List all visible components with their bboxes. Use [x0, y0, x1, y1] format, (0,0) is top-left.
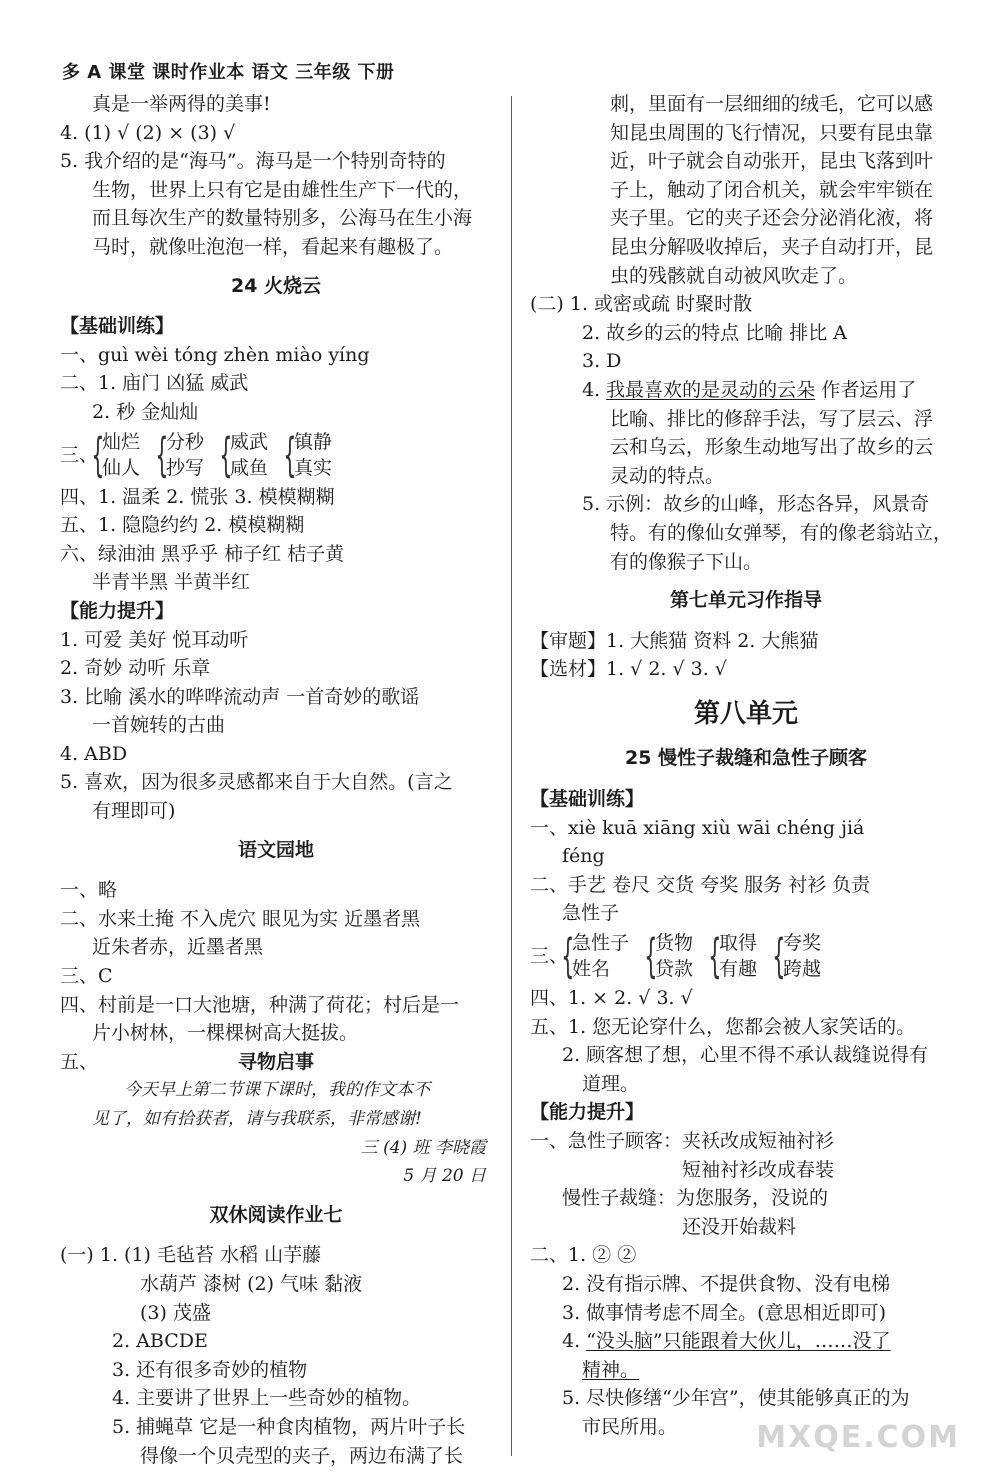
brace-icon: { — [155, 427, 169, 482]
word: 镇静 — [294, 430, 333, 453]
answer-line: 3. 做事情考虑不周全。(意思相近即可) — [562, 1301, 886, 1324]
section-heading: 【基础训练】 — [60, 315, 175, 338]
item-label: 五、 — [60, 1050, 99, 1073]
left-column — [60, 90, 492, 1470]
answer-line: 一、xiè kuā xiāng xiù wāi chéng jiá — [530, 816, 865, 839]
item-label: 三、 — [60, 443, 99, 466]
answer-line: 二、1. 庙门 凶猛 威武 — [60, 372, 249, 395]
item-label: 三、 — [530, 945, 569, 968]
answer-line: 得像一个贝壳型的夹子，两边布满了长 — [140, 1444, 464, 1467]
section-title: 第七单元习作指导 — [669, 589, 822, 612]
answer-line: 5. 尽快修缮“少年宫”，使其能够真正的为 — [562, 1387, 910, 1410]
notice-title: 寻物启事 — [237, 1050, 314, 1073]
section-heading: 【基础训练】 — [530, 788, 645, 811]
answer-line: 2. 奇妙 动听 乐章 — [60, 657, 211, 680]
answer-line — [530, 1356, 962, 1385]
answer-line: 四、村前是一口大池塘，种满了荷花；村后是一 — [60, 993, 460, 1016]
answer-line: 1. 可爱 美好 悦耳动听 — [60, 628, 249, 651]
answer-line: 六、绿油油 黑乎乎 柿子红 桔子黄 — [60, 542, 345, 565]
page-header: 多 A 课堂 课时作业本 语文 三年级 下册 — [62, 62, 395, 83]
answer-line: 近，叶子就会自动张开，昆虫飞落到叶 — [610, 150, 934, 173]
answer-line: 二、1. ② ② — [530, 1244, 637, 1267]
answer-line: 马时，就像吐泡泡一样，看起来有趣极了。 — [92, 235, 454, 258]
answer-line: 子上，触动了闭合机关，就会牢牢锁在 — [610, 178, 934, 201]
answer-line: 而且每次生产的数量特别多，公海马在生小海 — [92, 207, 473, 230]
underlined-answer: “没头脑”只能跟着大伙儿，……没了 — [586, 1330, 891, 1353]
notice-heading-row — [60, 1048, 492, 1077]
brace-icon: { — [91, 427, 105, 482]
answer-line: 5. 示例：故乡的山峰，形态各异，风景奇 — [582, 493, 930, 516]
watermark-logo: MXQE.COM — [756, 1420, 960, 1455]
answer-line: 刺，里面有一层细细的绒毛，它可以感 — [610, 93, 934, 115]
lesson-title: 24 火烧云 — [230, 274, 322, 297]
answer-line: 3. D — [582, 350, 622, 373]
notice-signature: 三 (4) 班 李晓霞 — [360, 1137, 486, 1158]
word: 仙人 — [102, 456, 141, 479]
word: 夸奖 — [783, 932, 822, 955]
answer-line: 特。有的像仙女弹琴，有的像老翁站立， — [610, 521, 953, 544]
answer-line: 【选材】1. √ 2. √ 3. √ — [530, 658, 727, 681]
word: 货物 — [655, 932, 694, 955]
item-number: 4. — [562, 1330, 587, 1353]
brace-icon: { — [708, 929, 722, 984]
answer-line: 2. 故乡的云的特点 比喻 排比 A — [582, 321, 848, 344]
column-divider — [511, 96, 512, 1456]
answer-line: 一、guì wèi tóng zhèn miào yíng — [60, 343, 370, 366]
answer-line: 知昆虫周围的飞行情况，只要有昆虫靠 — [610, 121, 934, 144]
answer-line: 急性子 — [562, 902, 620, 925]
answer-line: 二、水来土掩 不入虎穴 眼见为实 近墨者黑 — [60, 907, 421, 930]
answer-line: 2. 秒 金灿灿 — [92, 400, 199, 423]
brace-icon: { — [219, 427, 233, 482]
brace-answer-group — [530, 930, 962, 982]
answer-line: 五、1. 隐隐约约 2. 模模糊糊 — [60, 514, 305, 537]
answer-line: 比喻、排比的修辞手法，写了层云、浮 — [610, 407, 934, 430]
answer-line: 5. 喜欢，因为很多灵感都来自于大自然。(言之 — [60, 771, 453, 794]
word: 急性子 — [572, 932, 630, 955]
word: 跨越 — [783, 958, 822, 981]
answer-line: 有理即可) — [92, 800, 176, 823]
answer-line: 5. 捕蝇草 它是一种食肉植物，两片叶子长 — [112, 1415, 466, 1438]
lesson-title: 25 慢性子裁缝和急性子顾客 — [624, 747, 868, 770]
answer-line: 有的像猴子下山。 — [610, 550, 763, 573]
notice-date: 5 月 20 日 — [403, 1166, 486, 1187]
unit-title: 第八单元 — [693, 698, 798, 729]
word: 贷款 — [655, 958, 694, 981]
answer-line — [530, 376, 962, 405]
answer-line: 片小树林，一棵棵树高大挺拔。 — [92, 1022, 359, 1045]
brace-icon: { — [772, 929, 786, 984]
brace-answer-group — [60, 429, 492, 481]
answer-line: 短袖衬衫改成春装 — [682, 1158, 835, 1181]
answer-line: 近朱者赤，近墨者黑 — [92, 936, 264, 959]
answer-line: 一、急性子顾客：夹袄改成短袖衬衫 — [530, 1130, 835, 1152]
answer-line: (一) 1. (1) 毛毡苔 水稻 山芋藤 — [60, 1244, 322, 1267]
answer-line: 生物，世界上只有它是由雄性生产下一代的， — [92, 178, 473, 201]
answer-line: 五、1. 您无论穿什么，您都会被人家笑话的。 — [530, 1015, 916, 1038]
answer-line: 四、1. 温柔 2. 慌张 3. 模模糊糊 — [60, 485, 335, 508]
answer-line: 虫的残骸就自动被风吹走了。 — [610, 264, 858, 287]
answer-line: 【审题】1. 大熊猫 资料 2. 大熊猫 — [530, 629, 819, 652]
answer-line: 3. 比喻 溪水的哗哗流动声 一首奇妙的歌谣 — [60, 685, 420, 708]
answer-line — [530, 1327, 962, 1356]
brace-icon: { — [644, 929, 658, 984]
answer-line: 夹子里。它的夹子还会分泌消化液，将 — [610, 207, 934, 230]
word: 灿烂 — [102, 430, 141, 453]
answer-line: 四、1. × 2. √ 3. √ — [530, 987, 693, 1010]
answer-line: 3. 还有很多奇妙的植物 — [112, 1358, 308, 1381]
answer-line: 昆虫分解吸收掉后，夹子自动打开，昆 — [610, 235, 934, 258]
brace-icon: { — [283, 427, 297, 482]
answer-line: 水葫芦 漆树 (2) 气味 黏液 — [140, 1272, 363, 1295]
word: 姓名 — [572, 958, 611, 981]
notice-text: 见了，如有拾获者，请与我联系，非常感谢! — [92, 1109, 422, 1129]
answer-line: féng — [562, 845, 605, 868]
underlined-answer: 精神。 — [582, 1358, 640, 1381]
answer-line: 一、略 — [60, 879, 118, 902]
answer-line: 2. 没有指示牌、不提供食物、没有电梯 — [562, 1272, 891, 1295]
answer-line: 2. ABCDE — [112, 1330, 208, 1353]
answer-line: 慢性子裁缝：为您服务，没说的 — [562, 1187, 829, 1210]
brace-icon: { — [561, 929, 575, 984]
item-number: 4. — [582, 378, 607, 401]
answer-line: 二、手艺 卷尺 交货 夸奖 服务 衬衫 负责 — [530, 873, 871, 896]
answer-line: 道理。 — [582, 1072, 640, 1095]
right-column — [530, 90, 962, 1442]
answer-line: 云和乌云，形象生动地写出了故乡的云 — [610, 436, 934, 459]
answer-line: 2. 顾客想了想，心里不得不承认裁缝说得有 — [562, 1044, 929, 1067]
word: 咸鱼 — [230, 456, 269, 479]
answer-line: 三、C — [60, 965, 113, 988]
word: 威武 — [230, 430, 269, 453]
answer-line: (二) 1. 或密或疏 时聚时散 — [530, 293, 753, 316]
word: 抄写 — [166, 456, 205, 479]
answer-line: 还没开始裁料 — [682, 1215, 797, 1238]
underlined-answer: 我最喜欢的是灵动的云朵 — [606, 378, 816, 401]
section-title: 语文园地 — [237, 838, 314, 861]
answer-line: 灵动的特点。 — [610, 464, 725, 487]
answer-line: 4. (1) √ (2) × (3) √ — [60, 121, 236, 144]
answer-line: 4. 主要讲了世界上一些奇妙的植物。 — [112, 1387, 422, 1410]
word: 有趣 — [719, 958, 758, 981]
answer-line: 半青半黑 半黄半红 — [92, 571, 251, 594]
answer-line: 5. 我介绍的是“海马”。海马是一个特别奇特的 — [60, 150, 446, 173]
answer-line: 4. ABD — [60, 742, 128, 765]
section-heading: 【能力提升】 — [530, 1101, 645, 1124]
answer-line: 一首婉转的古曲 — [92, 714, 226, 737]
answer-line: 市民所用。 — [582, 1415, 678, 1438]
section-heading: 【能力提升】 — [60, 599, 175, 622]
answer-text: 作者运用了 — [815, 378, 917, 401]
answer-line: 真是一举两得的美事! — [92, 93, 271, 115]
word: 真实 — [294, 456, 333, 479]
section-title: 双休阅读作业七 — [209, 1203, 343, 1226]
word: 分秒 — [166, 430, 205, 453]
notice-text: 今天早上第二节课下课时，我的作文本不 — [124, 1080, 430, 1101]
word: 取得 — [719, 932, 758, 955]
answer-line: (3) 茂盛 — [140, 1301, 211, 1324]
